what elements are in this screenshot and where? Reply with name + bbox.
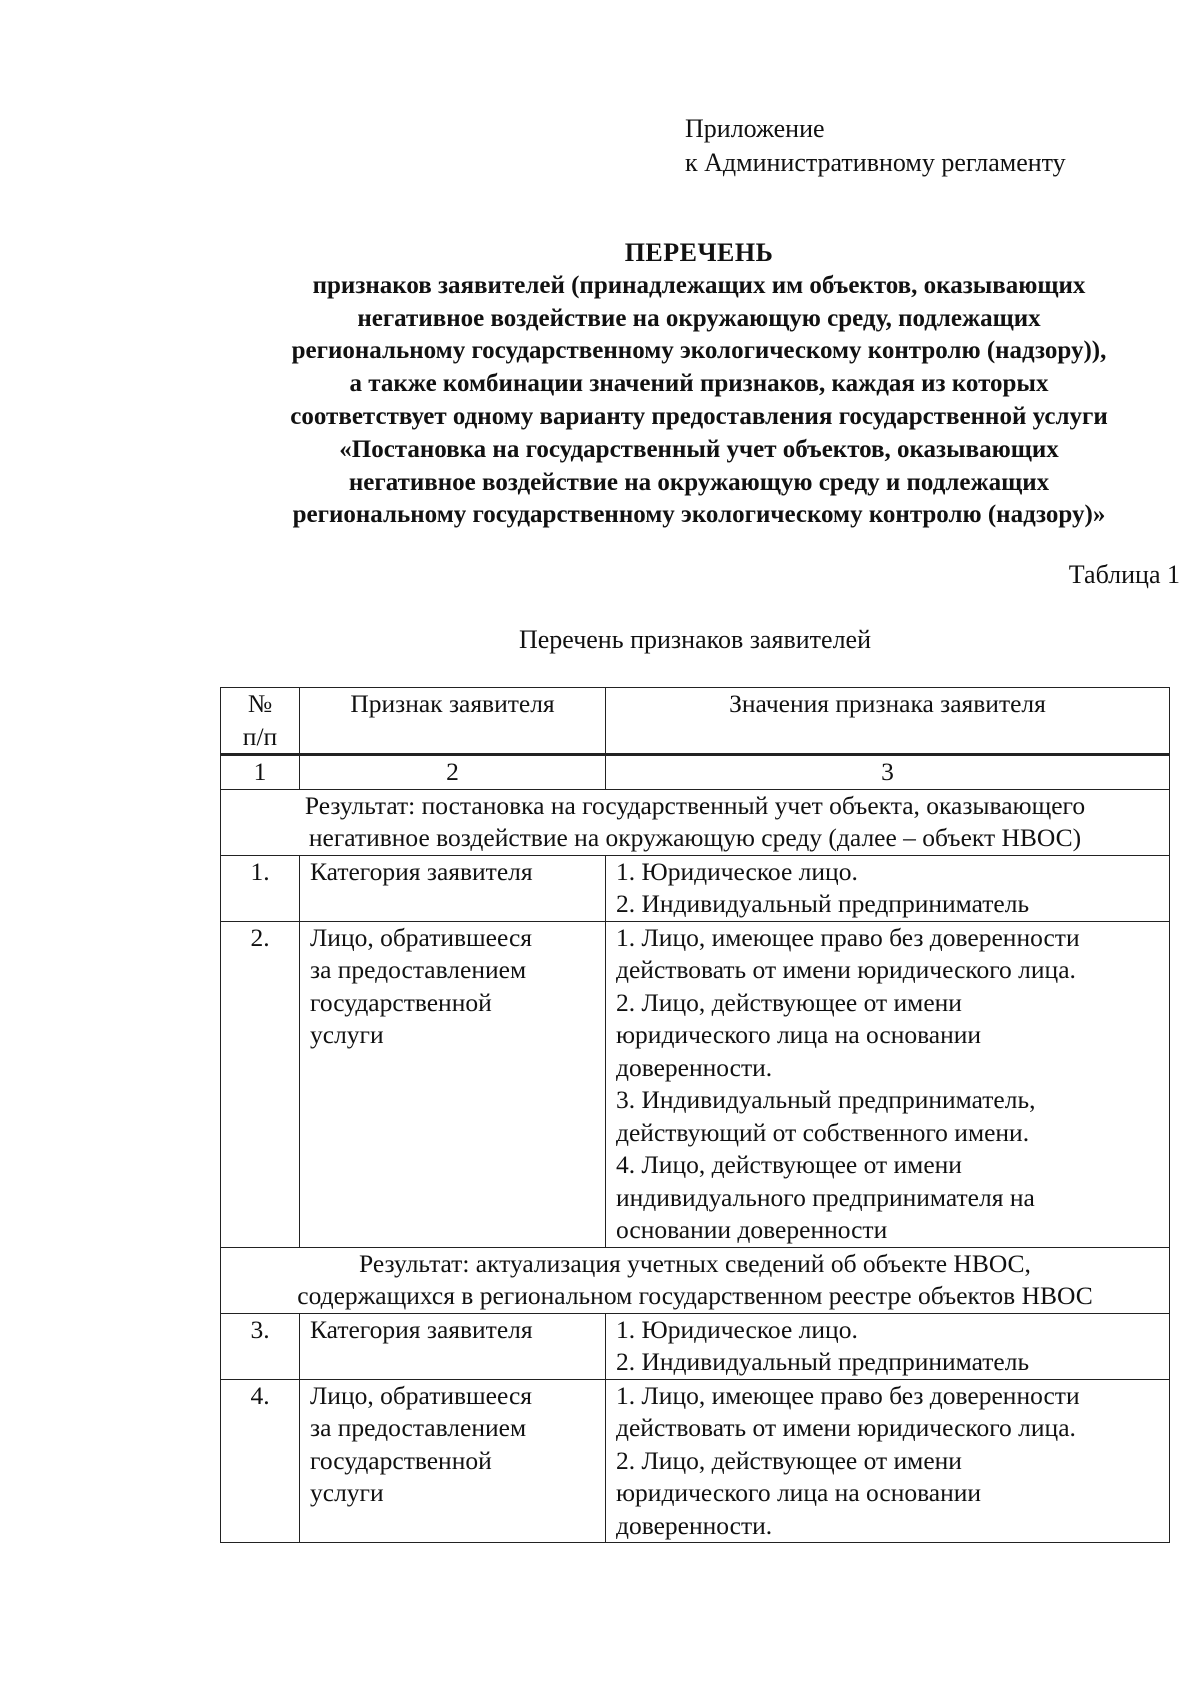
row-number: 4.: [221, 1379, 300, 1543]
row-values: [606, 855, 1170, 921]
value-line: действовать от имени юридического лица.: [616, 955, 1076, 984]
appendix-note: [685, 112, 1066, 180]
header-values-label: Значения признака заявителя: [729, 689, 1046, 718]
heading-line: признаков заявителей (принадлежащих им объектов, оказывающих: [312, 271, 1086, 299]
table-row: [221, 855, 1170, 921]
appendix-line: Приложение: [685, 114, 825, 143]
sign-line: за предоставлением: [310, 955, 527, 984]
header-values-cell: [606, 688, 1170, 755]
row-values: [606, 921, 1170, 1247]
result-line: негативное воздействие на окружающую среду (далее – объект НВОС): [308, 823, 1082, 852]
document-title: ПЕРЕЧЕНЬ: [624, 238, 774, 267]
appendix-line: к Административному регламенту: [685, 148, 1066, 177]
value-line: 2. Лицо, действующее от имени: [616, 987, 962, 1017]
value-line: основании доверенности: [616, 1215, 888, 1244]
table-row: [221, 1379, 1170, 1543]
sign-line: Категория заявителя: [310, 1314, 533, 1344]
value-line: юридического лица на основании: [616, 1020, 982, 1049]
table-header-row: [221, 688, 1170, 755]
result-row: [221, 1247, 1170, 1313]
value-line: доверенности.: [616, 1052, 773, 1082]
row-sign: [300, 855, 606, 921]
row-number: 2.: [221, 921, 300, 1247]
row-values: [606, 1313, 1170, 1379]
value-line: 3. Индивидуальный предприниматель,: [616, 1085, 1036, 1114]
heading-line: региональному государственному экологическому контролю (надзору)»: [292, 501, 1106, 529]
sign-line: Лицо, обратившееся: [310, 922, 533, 952]
row-sign: [300, 921, 606, 1247]
value-line: доверенности.: [616, 1510, 773, 1540]
result-row: [221, 789, 1170, 855]
header-num-label: п/п: [242, 721, 278, 751]
value-line: 1. Лицо, имеющее право без доверенности: [616, 1380, 1080, 1410]
table-number: Таблица 1: [1068, 560, 1180, 589]
sign-line: Лицо, обратившееся: [310, 1380, 533, 1410]
result-line: содержащихся в региональном государственном реестре объектов НВОС: [297, 1281, 1093, 1310]
table-row: [221, 921, 1170, 1247]
result-line: Результат: актуализация учетных сведений об объекте НВОС,: [359, 1248, 1031, 1278]
sign-line: за предоставлением: [310, 1413, 527, 1442]
column-index-cell: 1: [221, 755, 300, 790]
heading-line: соответствует одному варианту предоставления государственной услуги: [290, 402, 1108, 430]
applicant-criteria-table: [220, 687, 1170, 1543]
value-line: 2. Индивидуальный предприниматель: [616, 1347, 1030, 1376]
column-index-cell: 3: [606, 755, 1170, 790]
table-body: [221, 688, 1170, 1543]
heading-line: негативное воздействие на окружающую среду и подлежащих: [348, 468, 1050, 496]
header-sign-label: Признак заявителя: [350, 689, 555, 718]
row-sign: [300, 1313, 606, 1379]
column-index-cell: 2: [300, 755, 606, 790]
value-line: 2. Лицо, действующее от имени: [616, 1445, 962, 1475]
header-num-cell: [221, 688, 300, 755]
value-line: 4. Лицо, действующее от имени: [616, 1150, 962, 1179]
table-row: [221, 1313, 1170, 1379]
sign-line: услуги: [310, 1478, 384, 1507]
result-cell: [221, 789, 1170, 855]
column-index-row: [221, 755, 1170, 790]
heading-line: негативное воздействие на окружающую среду, подлежащих: [357, 304, 1041, 332]
value-line: индивидуального предпринимателя на: [616, 1182, 1035, 1212]
heading-line: а также комбинации значений признаков, каждая из которых: [349, 370, 1049, 398]
header-num-label: №: [247, 689, 273, 718]
sign-line: государственной: [310, 1445, 492, 1475]
sign-line: услуги: [310, 1020, 384, 1049]
value-line: 2. Индивидуальный предприниматель: [616, 889, 1030, 918]
document-heading: [170, 237, 1200, 532]
sign-line: государственной: [310, 987, 492, 1017]
header-sign-cell: [300, 688, 606, 755]
value-line: 1. Лицо, имеющее право без доверенности: [616, 922, 1080, 952]
table-caption: Перечень признаков заявителей: [518, 625, 872, 654]
value-line: действовать от имени юридического лица.: [616, 1413, 1076, 1442]
value-line: 1. Юридическое лицо.: [616, 1314, 858, 1344]
value-line: действующий от собственного имени.: [616, 1117, 1030, 1147]
row-sign: [300, 1379, 606, 1543]
result-cell: [221, 1247, 1170, 1313]
sign-line: Категория заявителя: [310, 856, 533, 886]
heading-line: региональному государственному экологическому контролю (надзору)),: [291, 337, 1107, 365]
heading-line: «Постановка на государственный учет объектов, оказывающих: [339, 435, 1059, 463]
row-values: [606, 1379, 1170, 1543]
row-number: 1.: [221, 855, 300, 921]
row-number: 3.: [221, 1313, 300, 1379]
value-line: 1. Юридическое лицо.: [616, 856, 858, 886]
result-line: Результат: постановка на государственный учет объекта, оказывающего: [304, 790, 1086, 820]
value-line: юридического лица на основании: [616, 1478, 982, 1507]
